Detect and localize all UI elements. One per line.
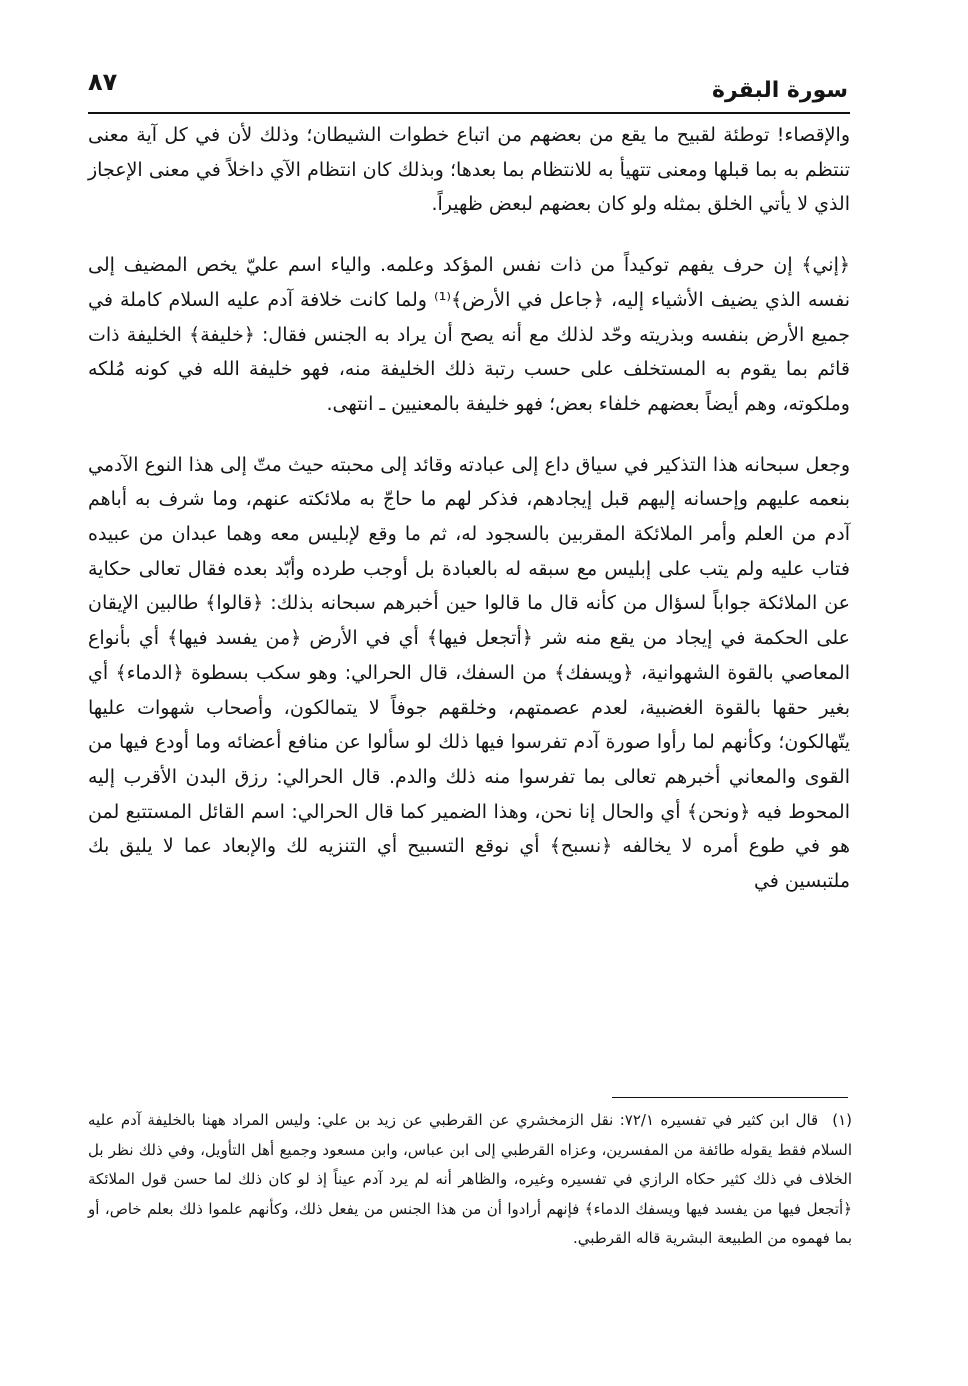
paragraph-2: ﴿إني﴾ إن حرف يفهم توكيداً من ذات نفس المؤكد وعلمه. والياء اسم عليّ يخص المضيف إلى نفسه الذي يضيف الأشياء إليه، ﴿جاعل في الأرض﴾⁽¹⁾ ولما كانت خلافة آدم عليه السلام كاملة في جميع الأرض بنفسه وبذريته وحّد لذلك مع أنه يصح أن يراد به الجنس فقال: ﴿خليفة﴾ الخليفة ذات قائم بما يقوم به المستخلف على حسب رتبة ذلك الخليفة منه، فهو خليفة الله في كونه مُلكه وملكوته، وهم أيضاً بعضهم خلفاء بعض؛ فهو خليفة بالمعنيين ـ انتهى. (88, 254, 850, 415)
page-header (88, 68, 848, 112)
footnote-text: قال ابن كثير في تفسيره ٧٢/١: نقل الزمخشري عن القرطبي عن زيد بن علي: وليس المراد ههنا بالخليفة آدم عليه السلام فقط يقوله طائفة من المفسرين، وعزاه القرطبي إلى ابن عباس، وابن مسعود وجميع أهل التأويل، وفي ذلك نظر بل الخلاف في ذلك كثير حكاه الرازي في تفسيره وغيره، والظاهر أنه لم يرد آدم عيناً إذ لو كان ذلك لما حسن قول الملائكة ﴿أتجعل فيها من يفسد فيها ويسفك الدماء﴾ فإنهم أرادوا أن من هذا الجنس من يفعل ذلك، وكأنهم علموا ذلك بعلم خاص، أو بما فهموه من الطبيعة البشرية قاله القرطبي. (88, 1111, 852, 1248)
surah-title: سورة البقرة (711, 78, 848, 103)
header-divider (88, 112, 850, 114)
paragraph-1: والإقصاء! توطئة لقبيح ما يقع من بعضهم من اتباع خطوات الشيطان؛ وذلك لأن في كل آية معنى تنتظم به بما قبلها ومعنى تتهيأ به للانتظام بما بعدها؛ وبذلك كان انتظام الآي داخلاً في معنى الإعجاز الذي لا يأتي الخلق بمثله ولو كان بعضهم لبعض ظهيراً. (88, 124, 850, 216)
footnote-body (88, 1106, 852, 1254)
main-text (88, 118, 850, 899)
page-number: ٨٧ (88, 68, 118, 96)
paragraph-3: وجعل سبحانه هذا التذكير في سياق داع إلى عبادته وقائد إلى محبته حيث متّ إلى هذا النوع الآدمي بنعمه عليهم وإحسانه إليهم قبل إيجادهم، فذكر لهم ما حاجّ به ملائكته عنهم، وما شرف به أباهم آدم من العلم وأمر الملائكة المقربين بالسجود له، ثم ما وقع لإبليس معه وهما عبدان من عبيده فتاب عليه ولم يتب على إبليس مع سبقه له بالعبادة بل أوجب طرده وأبّد بعده فقال تعالى حكاية عن الملائكة جواباً لسؤال من كأنه قال ما قالوا حين أخبرهم سبحانه بذلك: ﴿قالوا﴾ طالبين الإيقان على الحكمة في إيجاد من يقع منه شر ﴿أتجعل فيها﴾ أي في الأرض ﴿من يفسد فيها﴾ أي بأنواع المعاصي بالقوة الشهوانية، ﴿ويسفك﴾ من السفك، قال الحرالي: وهو سكب بسطوة ﴿الدماء﴾ أي بغير حقها بالقوة الغضبية، لعدم عصمتهم، وخلقهم جوفاً لا يتمالكون، وأصحاب شهوات عليها يتّهالكون؛ وكأنهم لما رأوا صورة آدم تفرسوا فيها ذلك لو سألوا عن منافع أعضائه وما أودع فيها من القوى والمعاني أخبرهم تعالى بما تفرسوا منه ذلك والدم. قال الحرالي: رزق البدن الأقرب إليه المحوط فيه ﴿ونحن﴾ أي والحال إنا نحن، وهذا الضمير كما قال الحرالي: اسم القائل المستتبع لمن هو في طوع أمره لا يخالفه ﴿نسبح﴾ أي نوقع التسبيح أي التنزيه لك والإبعاد عما لا يليق بك ملتبسين في (88, 453, 850, 893)
footnote (88, 1106, 852, 1254)
footnote-number: (١) (832, 1111, 852, 1129)
footnote-divider (612, 1097, 848, 1098)
